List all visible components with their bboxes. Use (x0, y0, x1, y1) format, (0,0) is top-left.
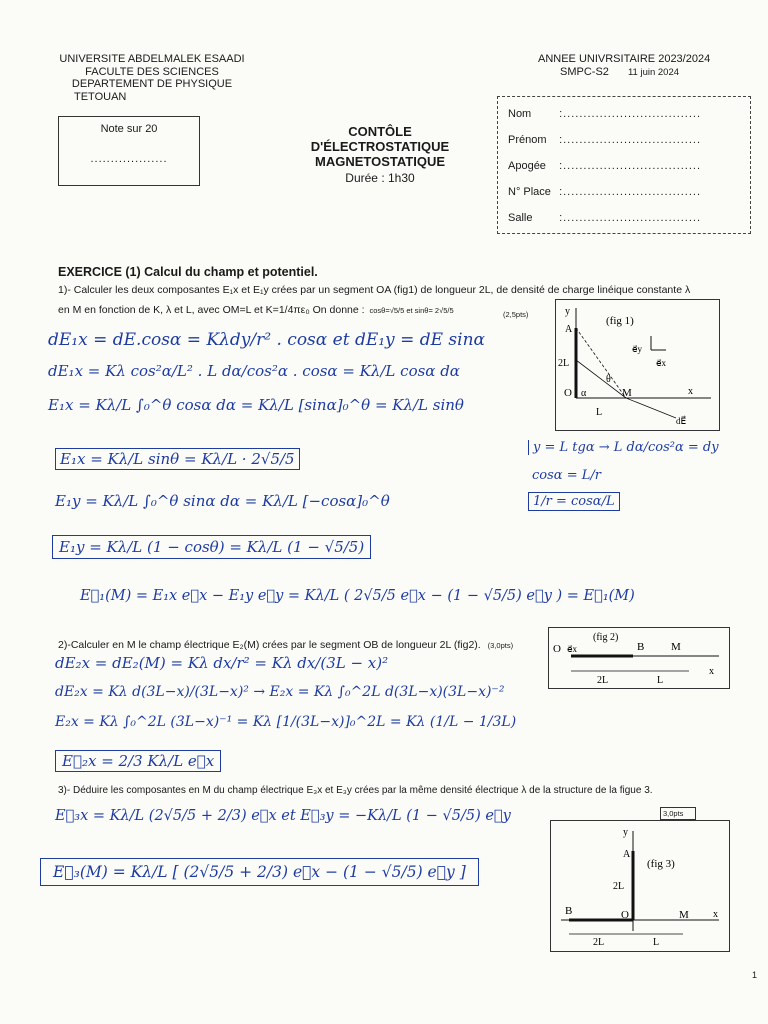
question-1-text: en M en fonction de K, λ et L, avec OM=L et K=1/4πε₀ On donne : (58, 304, 365, 316)
fig3-x-label: x (713, 909, 718, 920)
identity-label: Prénom (508, 134, 547, 146)
fig1-caption: (fig 1) (606, 315, 634, 327)
identity-label: Salle (508, 212, 533, 224)
identity-field[interactable]: :.................................. (559, 160, 702, 172)
fig3-2l-label: 2L (613, 881, 625, 892)
fig1-theta-label: θ (606, 374, 611, 385)
hw-line-1: dE₁x = dE.cosα = Kλdy/r² . cosα et dE₁y = dE sinα (48, 330, 486, 350)
hw-line-11: E⃗₂x = 2/3 Kλ/L e⃗x (55, 750, 221, 772)
faculty-name: FACULTE DES SCIENCES (85, 65, 219, 78)
city-name: TETOUAN (74, 90, 127, 103)
grade-dots: ................... (90, 153, 168, 165)
fig1-l-label: L (596, 407, 603, 418)
exam-title (300, 124, 460, 185)
fig1-a-label: A (565, 324, 573, 335)
question-2-text: 2)-Calculer en M le champ électrique E₂(M) crées par le segment OB de longueur 2L (fig2). (58, 639, 481, 651)
page-corner-mark: 1 (752, 970, 758, 980)
fig1-x-label: x (688, 386, 693, 397)
hw-side-2: cosα = L/r (532, 468, 601, 483)
title-line-2: D'ÉLECTROSTATIQUE (310, 139, 450, 154)
fig2-m-label: M (671, 641, 681, 653)
fig2-ex-label: e⃗x (567, 644, 578, 654)
exam-duration: Durée : 1h30 (345, 171, 415, 185)
fig1-2l-label: 2L (558, 358, 570, 369)
title-line-1: CONTÔLE (348, 124, 412, 139)
university-name: UNIVERSITE ABDELMALEK ESAADI (59, 53, 245, 65)
fig1-de-label: dE⃗ (676, 416, 687, 426)
student-identity-box (497, 96, 751, 234)
figure-2-drawing (549, 628, 729, 688)
identity-row (508, 127, 750, 153)
academic-year: ANNEE UNIVRSITAIRE 2023/2024 (538, 53, 711, 65)
question-1-line-1: 1)- Calculer les deux composantes E₁x et E₁y crées par un segment OA (fig1) de longueur 2L, de densité de charge linéique constante λ (58, 284, 691, 296)
fig2-o-label: O (553, 643, 561, 655)
question-3-points: 3,0pts (660, 807, 696, 820)
question-1-given: cosθ=√5/5 et sinθ= 2√5/5 (369, 306, 454, 315)
fig3-a-label: A (623, 849, 631, 860)
question-2-points: (3,0pts) (487, 641, 514, 650)
question-2 (58, 638, 513, 653)
hw-line-6: E₁y = Kλ/L (1 − cosθ) = Kλ/L (1 − √5/5) (52, 535, 371, 559)
identity-row (508, 179, 750, 205)
figure-1-drawing (556, 300, 719, 430)
figure-2 (548, 627, 730, 689)
university-header (52, 53, 252, 103)
identity-field[interactable]: :.................................. (559, 134, 702, 146)
title-line-3: MAGNETOSTATIQUE (315, 154, 445, 169)
hw-line-2: dE₁x = Kλ cos²α/L² . L dα/cos²α . cosα = Kλ/L cosα dα (48, 362, 460, 380)
fig2-2l-label: 2L (597, 675, 609, 686)
level: SMPC-S2 (560, 65, 609, 78)
fig3-l-label: L (653, 937, 660, 948)
exam-date: 11 juin 2024 (627, 66, 680, 78)
figure-1 (555, 299, 720, 431)
question-3: 3)- Déduire les composantes en M du champ électrique E₃x et E₃y crées par la même densité électrique λ de la structure de la figue 3. (58, 785, 653, 796)
fig2-caption: (fig 2) (593, 632, 619, 643)
academic-year-block (538, 53, 738, 79)
identity-label: Nom (508, 108, 532, 120)
identity-field[interactable]: :.................................. (559, 212, 702, 224)
fig3-y-label: y (623, 827, 628, 838)
hw-side-3: 1/r = cosα/L (528, 492, 620, 511)
hw-line-9: dE₂x = Kλ d(3L−x)/(3L−x)² → E₂x = Kλ ∫₀^2L d(3L−x)(3L−x)⁻² (55, 684, 505, 700)
fig2-x-label: x (709, 666, 714, 677)
department-name: DEPARTEMENT DE PHYSIQUE (71, 78, 233, 90)
grade-box (58, 116, 200, 186)
hw-line-3: E₁x = Kλ/L ∫₀^θ cosα dα = Kλ/L [sinα]₀^θ = Kλ/L sinθ (48, 396, 464, 414)
identity-row (508, 153, 750, 179)
fig1-y-label: y (565, 306, 570, 317)
fig1-m-label: M (622, 387, 632, 399)
question-1-line-2 (58, 303, 454, 318)
fig3-m-label: M (679, 909, 689, 921)
fig3-o-label: O (621, 909, 629, 921)
exercise-heading: EXERCICE (1) Calcul du champ et potentiel. (58, 265, 318, 279)
identity-label: Apogée (508, 160, 546, 172)
fig1-alpha-label: α (581, 388, 587, 399)
grade-label: Note sur 20 (100, 123, 158, 135)
figure-3 (550, 820, 730, 952)
hw-line-12: E⃗₃x = Kλ/L (2√5/5 + 2/3) e⃗x et E⃗₃y = −Kλ/L (1 − √5/5) e⃗y (55, 808, 511, 824)
hw-line-7: E⃗₁(M) = E₁x e⃗x − E₁y e⃗y = Kλ/L ( 2√5/5 e⃗x − (1 − √5/5) e⃗y ) = E⃗₁(M) (80, 588, 635, 604)
hw-side-1: y = L tgα → L dα/cos²α = dy (528, 440, 719, 455)
hw-line-8: dE₂x = dE₂(M) = Kλ dx/r² = Kλ dx/(3L − x)² (55, 654, 389, 672)
fig2-l-label: L (657, 675, 664, 686)
fig3-b-label: B (565, 905, 573, 917)
fig1-o-label: O (564, 387, 572, 399)
fig3-2l-bottom-label: 2L (593, 937, 605, 948)
fig2-b-label: B (637, 641, 645, 653)
figure-3-drawing (551, 821, 729, 951)
identity-row (508, 101, 750, 127)
hw-line-13: E⃗₃(M) = Kλ/L [ (2√5/5 + 2/3) e⃗x − (1 − √5/5) e⃗y ] (40, 858, 479, 886)
question-1-points: (2,5pts) (503, 310, 529, 319)
fig1-ex-label: e⃗x (656, 358, 667, 368)
fig1-ey-label: e⃗y (632, 344, 643, 354)
fig3-caption: (fig 3) (647, 858, 675, 870)
hw-line-5: E₁y = Kλ/L ∫₀^θ sinα dα = Kλ/L [−cosα]₀^θ (55, 492, 390, 510)
hw-line-10: E₂x = Kλ ∫₀^2L (3L−x)⁻¹ = Kλ [1/(3L−x)]₀^2L = Kλ (1/L − 1/3L) (55, 714, 517, 730)
identity-row (508, 205, 750, 231)
identity-label: N° Place (508, 186, 551, 198)
identity-field[interactable]: :.................................. (559, 108, 702, 120)
hw-line-4: E₁x = Kλ/L sinθ = Kλ/L · 2√5/5 (55, 448, 300, 470)
identity-field[interactable]: :.................................. (559, 186, 702, 198)
